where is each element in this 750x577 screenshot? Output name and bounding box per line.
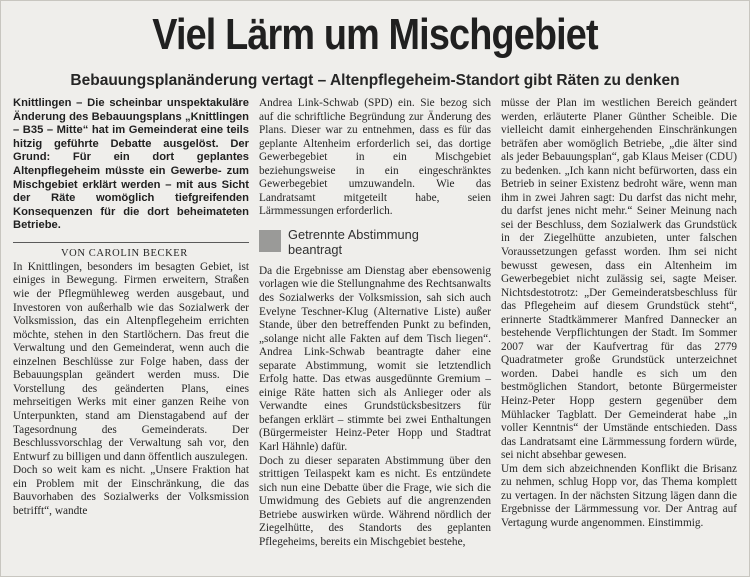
column-2 <box>259 97 491 549</box>
column-1 <box>13 97 249 518</box>
byline-divider <box>13 242 249 243</box>
body-paragraph: In Knittlingen, besonders im besagten Gebiet, ist einiges in Bewegung. Firmen erweitern, Straßen wie der Pflegmühleweg werden ausgebaut, und Investoren von außerhalb wie das Sozialwerk der Volksmission, das ein Altenpflegeheim errichten möchte, stehen in den Startlöchern. Das freut die Verwaltung und den Gemeinderat, wenn auch die einzelnen Beschlüsse zur Folge haben, dass der Bebauungsplan geändert werden muss. Die Vorstellung des geänderten Plans, eines mehrseitigen Werks mit einer ganzen Reihe von Unterpunkten, stand am Dienstagabend auf der Tagesordnung des Gemeinderats. Der Beschlussvorschlag der Verwaltung sah vor, den Entwurf zu billigen und dann öffentlich auszulegen. <box>13 260 249 463</box>
body-paragraph: müsse der Plan im westlichen Bereich geändert werden, erläuterte Planer Günther Scheible. Die vielleicht damit einhergehenden Einschränkungen beträfen aber womöglich Betriebe, „die älter sind als jeder Bebauungsplan“, gab Klaus Meiser (CDU) zu bedenken. „Ich kann nicht befürworten, dass ein Betrieb in seiner Existenz bedroht wäre, wenn man ihm in zwei Jahren sagt: Du darfst das nicht mehr, du darfst jenes nicht mehr.“ Seiner Meinung nach sei der Beschluss, dem Sozialwerk das Grundstück in der Ziegelhütte anzubieten, unter falschen Voraussetzungen gefasst worden. Ihm sei nicht bewusst gewesen, dass ein Altenheim im Gewerbegebiet nicht zulässig sei, sagte Meiser. Nichtsdestotrotz: „Der Gemeinderatsbeschluss für das Pflegeheim auf diesem Grundstück steht“, erinnerte Stadtkämmerer Manfred Dannecker an bestehende Verpflichtungen der Stadt. Im Sommer 2007 war der Kaufvertrag für das 2779 Quadratmeter große Grundstück unterzeichnet worden. Dabei handle es sich um den bestmöglichen Standort, betonte Bürgermeister Heinz-Peter Hopp gestern gegenüber dem Mühlacker Tagblatt. Der Gemeinderat habe „in voller Kenntnis“ der Umstände entschieden. Dass das Landratsamt eine Lärmmessung fordern würde, sei nicht absehbar gewesen. <box>501 97 737 462</box>
lead-paragraph: Knittlingen – Die scheinbar unspektakuläre Änderung des Bebauungsplans „Knittlingen – B35 – Mitte“ hat im Gemeinderat eine teils hitzig geführte Debatte ausgelöst. Der Grund: Für ein dort geplantes Altenpflegeheim müsste ein Gewerbe- zum Mischgebiet erklärt werden – mit aus Sicht der Räte womöglich tiefgreifenden Konsequenzen für die dort beheimateten Betriebe. <box>13 97 249 232</box>
interheadline <box>259 227 491 257</box>
body-paragraph: Da die Ergebnisse am Dienstag aber ebensowenig vorlagen wie die Stellungnahme des Rechtsanwalts des Sozialwerks der Volksmission, sah sich auch Evelyne Teschner-Klug (Alternative Liste) außer Stande, über den betreffenden Punkt zu befinden, „solange nicht alle Fakten auf dem Tisch liegen“. Andrea Link-Schwab beantragte daher eine separate Abstimmung, womit sie letztendlich Erfolg hatte. Das etwas ausgedünnte Gremium – einige Räte hatten sich als Anlieger oder als Verwandte eines Grundstücksbesitzers für befangen erklärt – stimmte bei zwei Enthaltungen (Bürgermeister Heinz-Peter Hopp und Stadtrat Karl Hähnle) dafür. <box>259 264 491 454</box>
body-paragraph: Doch so weit kam es nicht. „Unsere Fraktion hat ein Problem mit der Einschränkung, die das Bauvorhaben des Sozialwerks der Volksmission betrifft“, wandte <box>13 464 249 517</box>
column-3 <box>501 97 737 531</box>
headline: Viel Lärm um Mischgebiet <box>152 10 598 59</box>
byline: VON CAROLIN BECKER <box>61 247 188 259</box>
interheadline-line: beantragt <box>288 241 343 257</box>
body-paragraph: Andrea Link-Schwab (SPD) ein. Sie bezog sich auf die schriftliche Begründung zur Änderung des Plans. Dieser war zu entnehmen, dass es für das geplante Altenheim erforderlich sei, das dortige Gewerbegebiet in ein Mischgebiet beziehungsweise in ein eingeschränktes Gewerbegebiet umzuwandeln. Wie das Landratsamt mitgeteilt habe, seien Lärmmessungen erforderlich. <box>259 97 491 218</box>
body-paragraph: Um dem sich abzeichnenden Konflikt die Brisanz zu nehmen, schlug Hopp vor, das Thema komplett zu vertagen. In der nächsten Sitzung lägen dann die Ergebnisse der Lärmmessung vor. Der Antrag auf Vertagung wurde angenommen. Einstimmig. <box>501 462 737 529</box>
interheadline-line: Getrennte Abstimmung <box>288 226 419 242</box>
interheadline-marker-icon <box>259 230 281 252</box>
subheadline: Bebauungsplanänderung vertagt – Altenpflegeheim-Standort gibt Räten zu denken <box>70 72 680 89</box>
body-paragraph: Doch zu dieser separaten Abstimmung über den strittigen Teilaspekt kam es nicht. Es entzündete sich nun eine Debatte über die Frage, wie sich die Umwidmung des Gebiets auf die angrenzenden Betriebe auswirken würde. Während nördlich der Ziegelhütte, des Standorts des geplanten Pflegeheims, bereits ein Mischgebiet bestehe, <box>259 454 491 548</box>
